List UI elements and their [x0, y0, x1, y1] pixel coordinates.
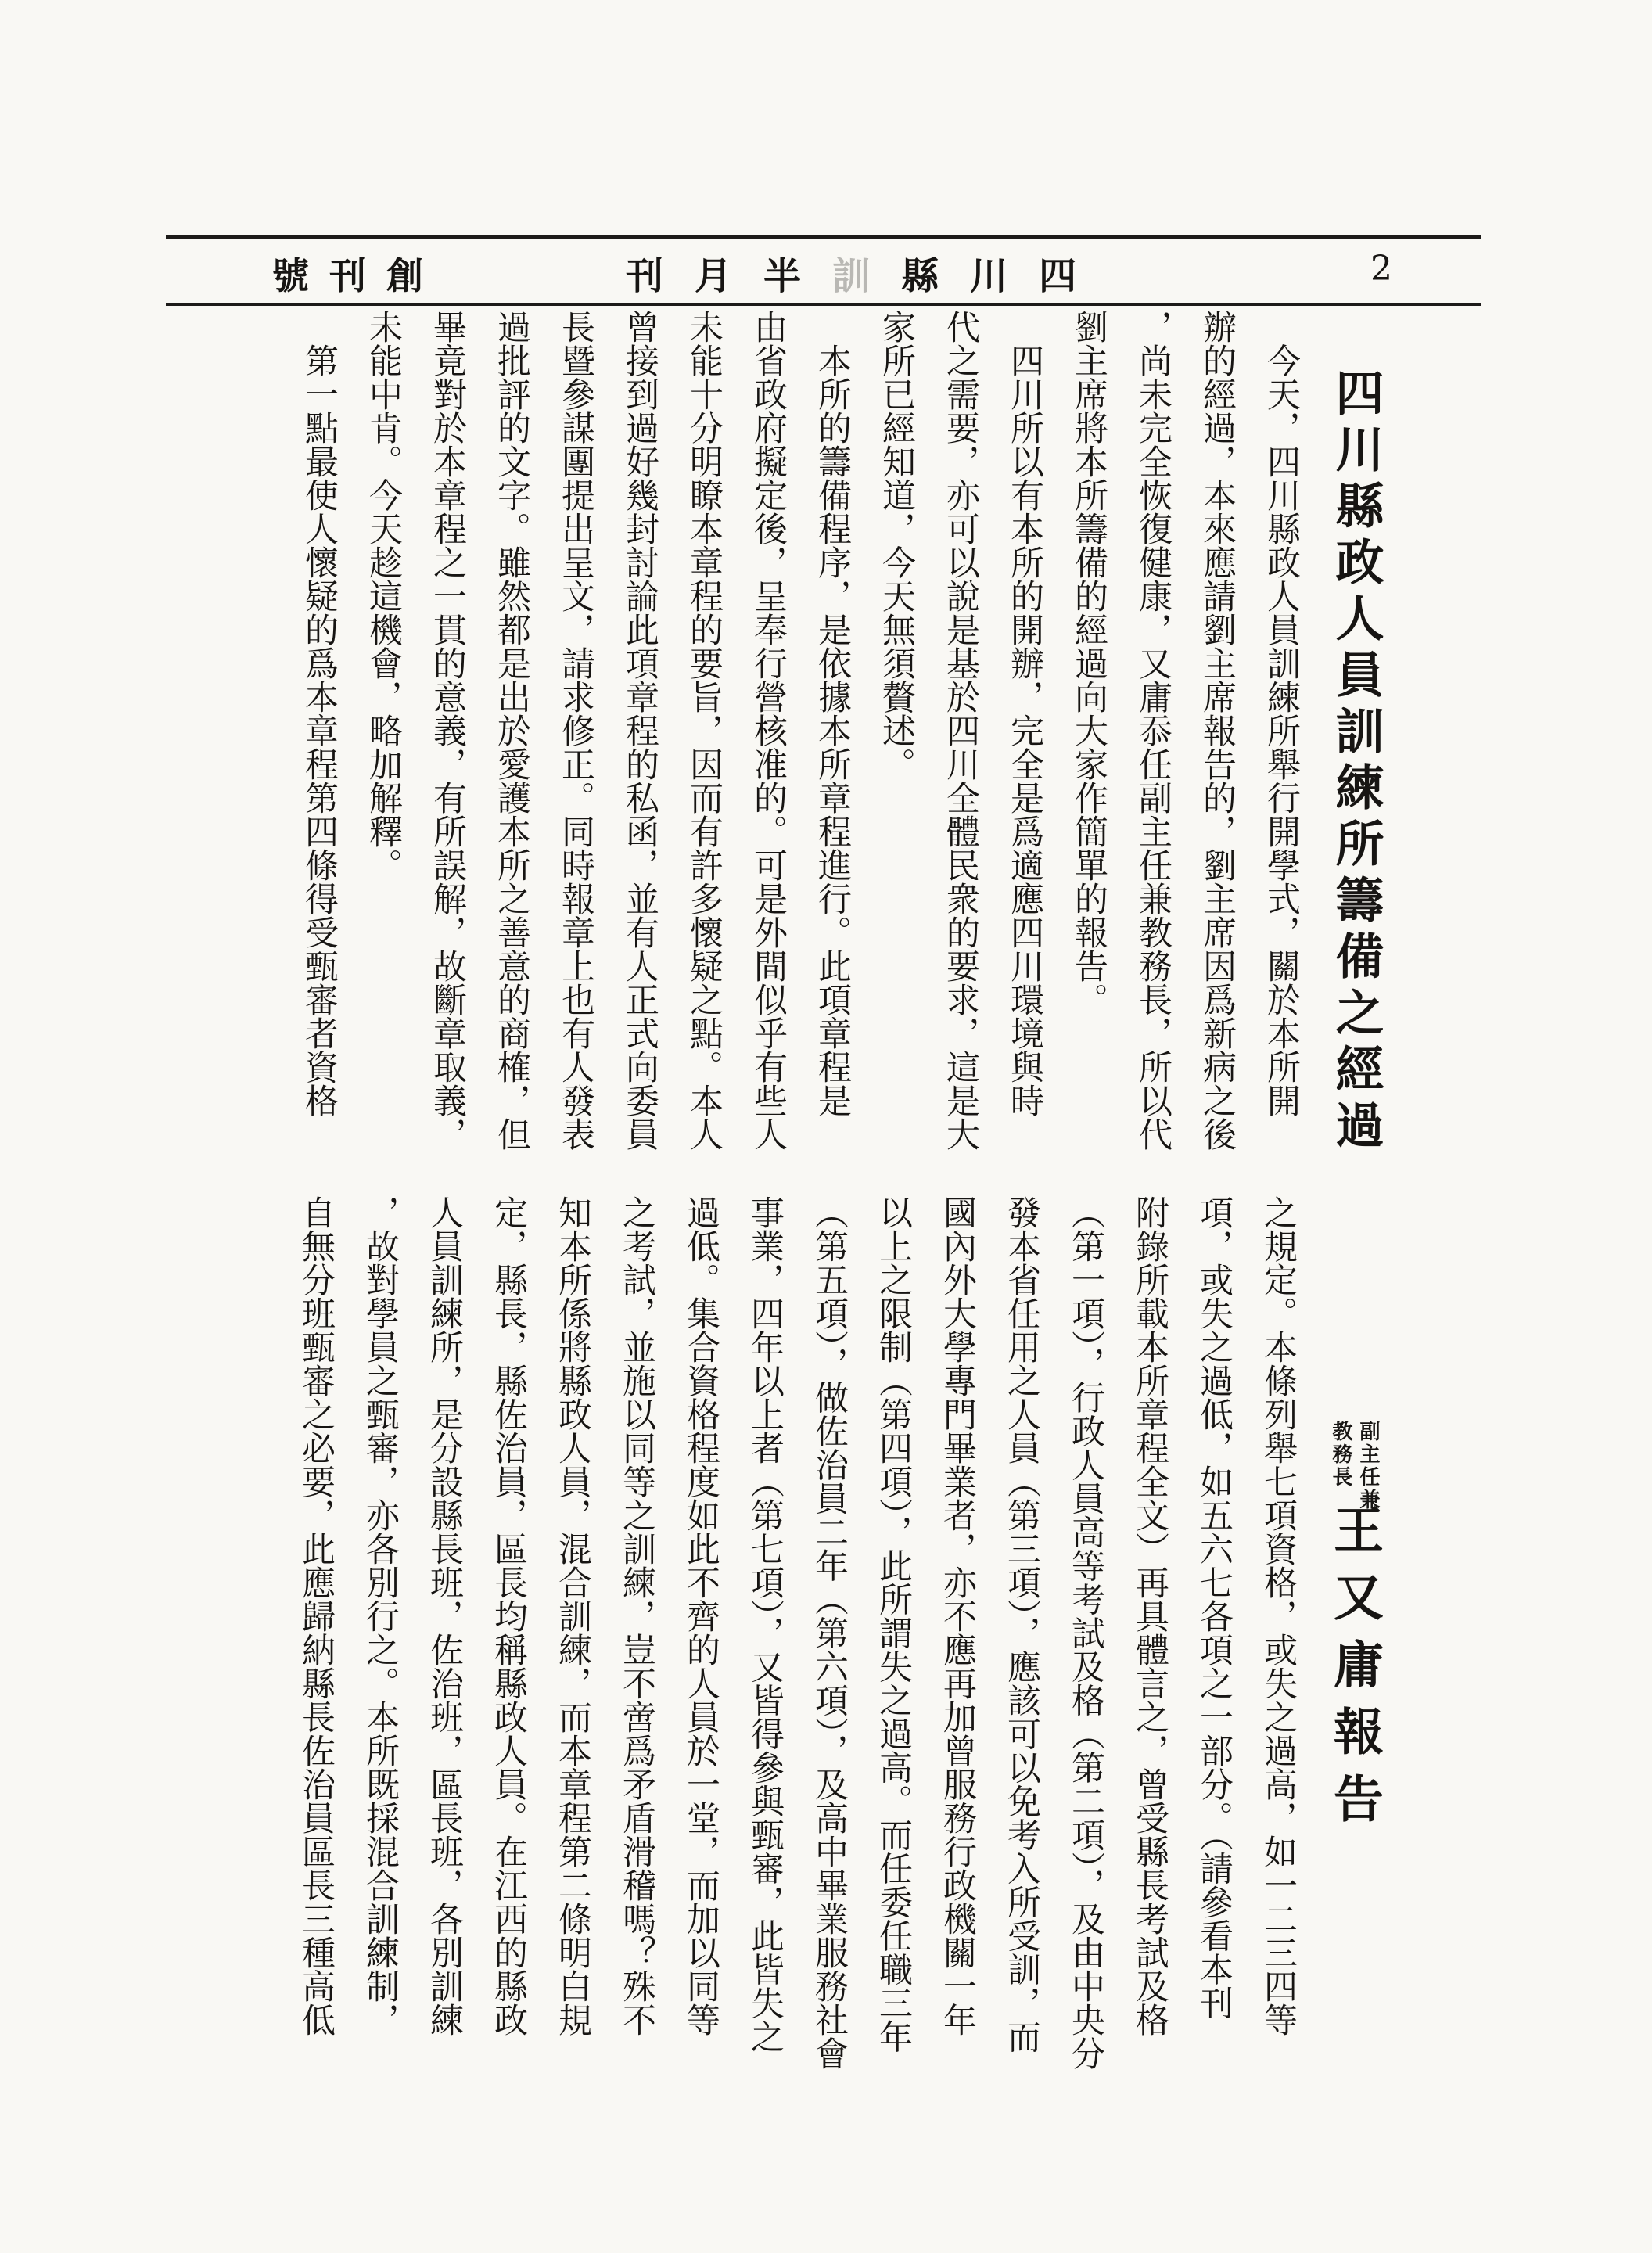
header-char: 訓 [832, 254, 871, 298]
header-char: 刊 [329, 255, 366, 298]
text-column: 辦的經過，本來應請劉主席報告的，劉主席因爲新病之後 [1198, 310, 1237, 1151]
text-column: 過批評的文字。雖然都是出於愛護本所之善意的商榷，但 [492, 310, 531, 1151]
page-number: 2 [1370, 249, 1392, 289]
text-column: 國內外大學專門畢業者，亦不應再加曾服務行政機關一年 [938, 1195, 977, 2036]
text-column: 人員訓練所，是分設縣長班，佐治班，區長班，各別訓練 [425, 1195, 464, 2036]
byline-roles [1327, 1421, 1381, 1511]
text-column: 自無分班甄審之必要，此應歸納縣長佐治員區長三種高低 [296, 1195, 336, 2036]
upper-columns [287, 310, 1313, 1233]
byline-role-secondary: 教務長 [1329, 1421, 1352, 1489]
byline-role-primary: 副主任兼 [1356, 1421, 1380, 1511]
text-column: 之規定。本條列舉七項資格，或失之過高，如一二三四等 [1259, 1195, 1298, 2036]
text-column: 今天，四川縣政人員訓練所舉行開學式，關於本所開 [1262, 343, 1301, 1117]
text-column: ，故對學員之甄審，亦各別行之。本所既採混合訓練制， [361, 1195, 400, 2036]
header-char: 創 [386, 255, 423, 298]
header-char: 川 [970, 254, 1008, 298]
text-column: 定，縣長，縣佐治員，區長均稱縣政人員。在江西的縣政 [489, 1195, 528, 2036]
text-column: （第一項），行政人員高等考試及格（第二項），及由中央分 [1066, 1195, 1105, 2070]
text-column: ，尚未完全恢復健康，又庸忝任副主任兼教務長，所以代 [1133, 310, 1173, 1151]
text-column: （第五項），做佐治員二年（第六項），及高中畢業服務社會 [810, 1195, 849, 2070]
text-column: 本所的籌備程序，是依據本所章程進行。此項章程是 [813, 343, 852, 1117]
text-column: 項，或失之過低，如五六七各項之一部分。（請參看本刊 [1194, 1195, 1234, 2020]
text-column: 四川所以有本所的開辦，完全是爲適應四川環境與時 [1005, 343, 1044, 1117]
text-column: 發本省任用之人員（第三項），應該可以免考入所受訓，而 [1002, 1195, 1041, 2054]
text-column: 事業，四年以上者（第七項），又皆得參與甄審，此皆失之 [745, 1195, 785, 2054]
text-column: 未能十分明瞭本章程的要旨，因而有許多懷疑之點。本人 [684, 310, 724, 1151]
text-column: 未能中肯。今天趁這機會，略加解釋。 [364, 310, 403, 882]
header-char: 縣 [901, 254, 939, 298]
text-band-lower [284, 1195, 1398, 2118]
text-column: 代之需要，亦可以說是基於四川全體民衆的要求，這是大 [941, 310, 980, 1151]
text-column: 長暨參謀團提出呈文，請求修正。同時報章上也有人發表 [556, 310, 595, 1151]
text-column: 家所已經知道，今天無須贅述。 [877, 310, 916, 781]
header-rule-top [166, 235, 1481, 239]
text-column: 曾接到過好幾封討論此項章程的私函，並有人正式向委員 [620, 310, 659, 1151]
text-column: 以上之限制（第四項），此所謂失之過高。而任委任職三年 [874, 1195, 913, 2054]
text-column: 之考試，並施以同等之訓練，豈不啻爲矛盾滑稽嗎？殊不 [617, 1195, 656, 2036]
header-char: 月 [695, 254, 733, 298]
text-column: 劉主席將本所籌備的經過向大家作簡單的報告。 [1069, 310, 1108, 1016]
lower-columns [284, 1195, 1310, 2118]
text-column: 知本所係將縣政人員，混合訓練，而本章程第二條明白規 [553, 1195, 592, 2036]
header-char: 號 [272, 255, 309, 298]
text-column: 過低。集合資格程度如此不齊的人員於一堂，而加以同等 [681, 1195, 720, 2036]
header-char: 四 [1039, 254, 1077, 298]
text-band-upper [287, 310, 1398, 1233]
header-char: 半 [763, 254, 802, 298]
byline [1310, 1195, 1398, 2118]
header-rule-bottom [166, 303, 1481, 306]
text-column: 由省政府擬定後，呈奉行營核准的。可是外間似乎有些人 [749, 310, 788, 1151]
text-column: 附錄所載本所章程全文）再具體言之，曾受縣長考試及格 [1130, 1195, 1169, 2036]
issue-label [272, 247, 423, 300]
byline-name: 王又庸報告 [1325, 1504, 1384, 1840]
header-char: 刊 [626, 254, 664, 298]
journal-title [626, 246, 1076, 300]
text-column: 畢竟對於本章程之一貫的意義，有所誤解，故斷章取義， [428, 310, 467, 1151]
text-column: 第一點最使人懷疑的爲本章程第四條得受甄審者資格 [300, 343, 339, 1117]
article-title: 四川縣政人員訓練所籌備之經過 [1327, 368, 1384, 1156]
